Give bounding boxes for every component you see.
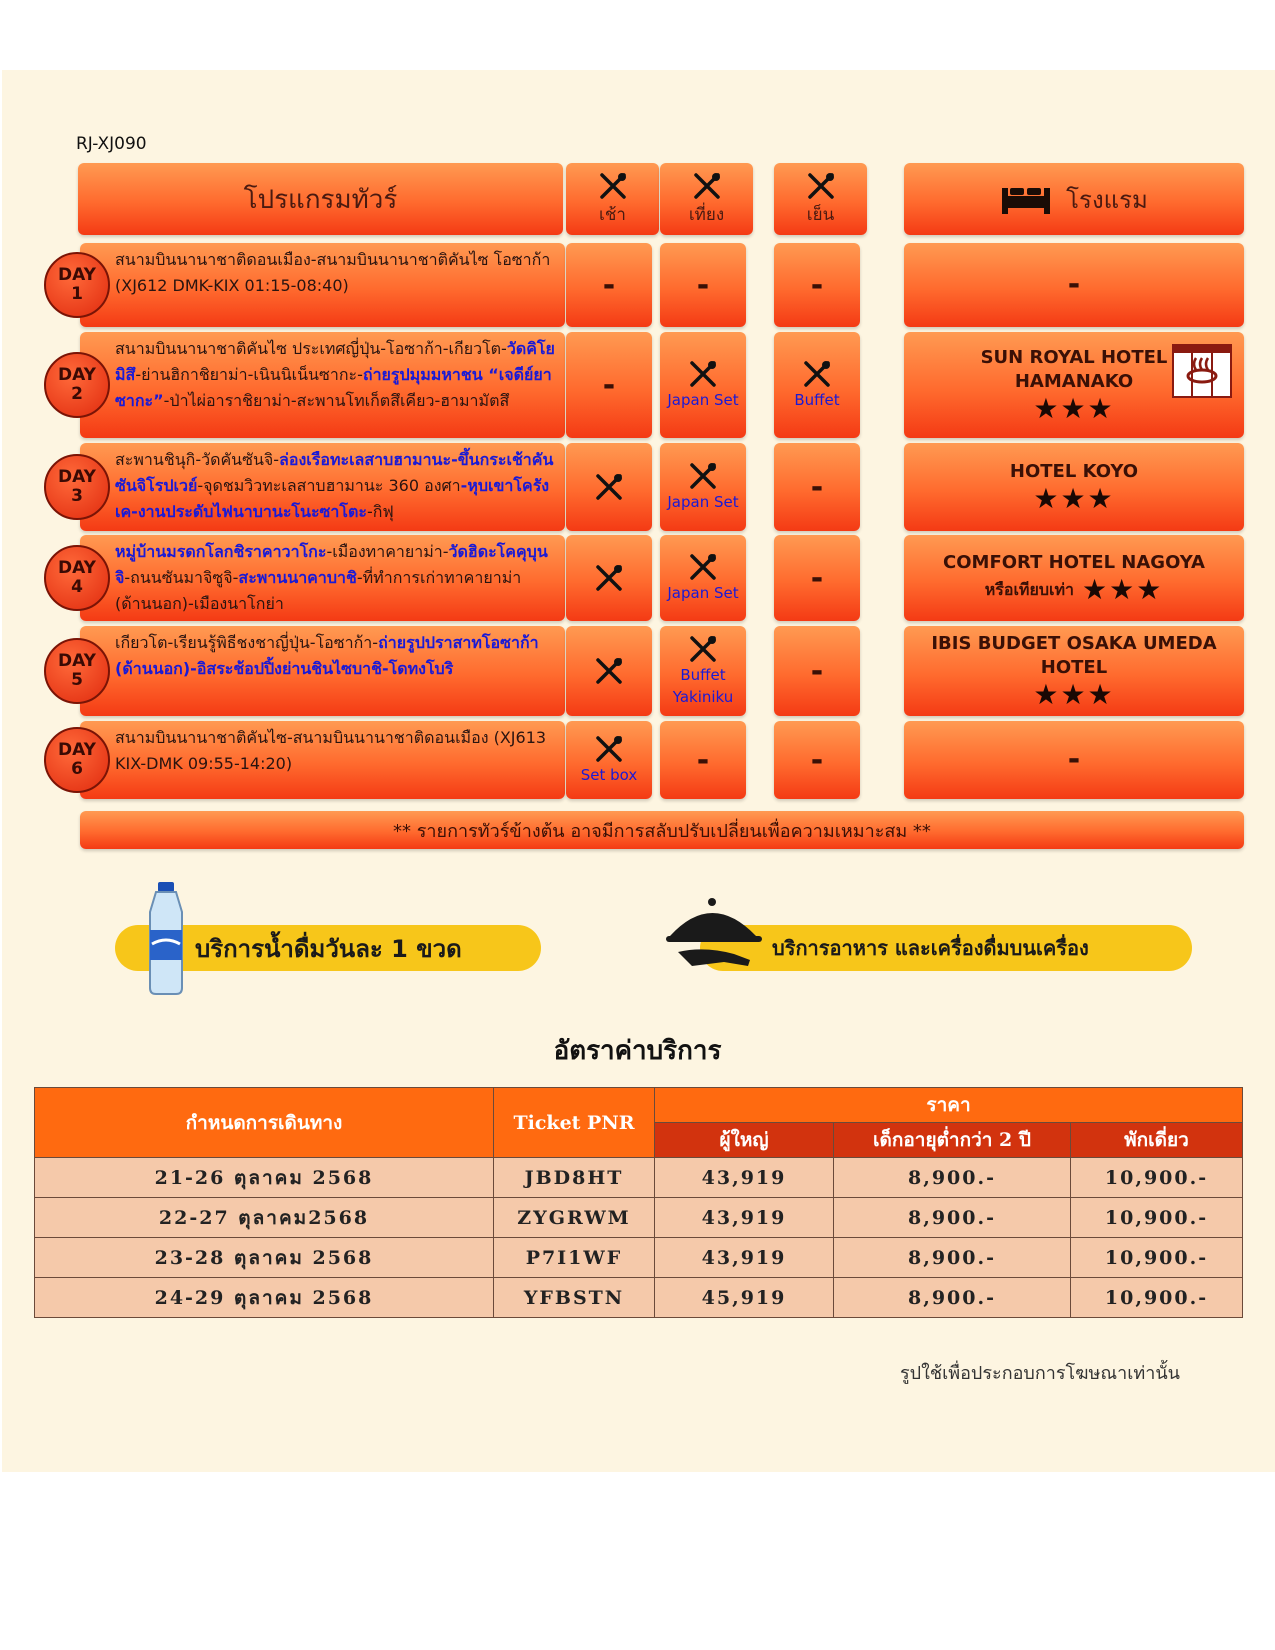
- day-itinerary: [80, 332, 565, 438]
- meal-breakfast: [566, 535, 652, 621]
- meal-lunch: [660, 243, 746, 327]
- rate-pnr: P7I1WF: [494, 1238, 655, 1278]
- rate-adult: 43,919: [655, 1238, 834, 1278]
- meal-none: -: [602, 267, 616, 303]
- meal-none: -: [602, 367, 616, 403]
- rate-child: 8,900.-: [834, 1198, 1071, 1238]
- day-badge-word: DAY: [58, 558, 96, 578]
- table-row: [35, 1238, 1243, 1278]
- day-badge-number: 2: [71, 384, 83, 404]
- header-hotel: [904, 163, 1244, 235]
- rate-single: 10,900.-: [1071, 1278, 1243, 1318]
- hotel-equivalent: หรือเทียบเท่า: [984, 580, 1074, 599]
- day-badge: [44, 252, 110, 318]
- table-row: [35, 1198, 1243, 1238]
- meal-lunch: [660, 721, 746, 799]
- day-itinerary: [80, 626, 565, 716]
- itinerary-highlight: ถ่ายรูปปราสาทโอซาก้า (ด้านนอก)-อิสระช้อปปิ้งย่านชินไซบาชิ-โดทงโบริ: [115, 633, 539, 678]
- utensils-icon: [688, 359, 718, 389]
- hotel-cell: [904, 626, 1244, 716]
- itinerary-highlight: วัดฮิดะโคคุบุนจิ: [115, 542, 548, 587]
- meal-breakfast: [566, 243, 652, 327]
- day-badge: [44, 727, 110, 793]
- rate-single: 10,900.-: [1071, 1158, 1243, 1198]
- meal-lunch: [660, 443, 746, 531]
- itinerary-text: -ป่าไผ่อาราชิยาม่า-สะพานโทเก็ตสึเคียว-ฮามามัตสึ: [163, 391, 510, 410]
- hotel-stars: ★★★: [1033, 678, 1115, 711]
- col-pnr: Ticket PNR: [494, 1088, 655, 1158]
- hotel-stars: ★★★: [1033, 482, 1115, 515]
- meal-lunch: [660, 535, 746, 621]
- utensils-icon: [594, 472, 624, 502]
- meal-none: -: [810, 742, 824, 778]
- hotel-rating-line: [1033, 484, 1114, 514]
- hotel-name: HOTEL KOYO: [1009, 461, 1139, 482]
- rate-single: 10,900.-: [1071, 1198, 1243, 1238]
- day-badge-word: DAY: [58, 365, 96, 385]
- utensils-icon: [598, 171, 628, 201]
- hotel-rating-line: [985, 575, 1164, 605]
- day-badge: [44, 454, 110, 520]
- day-itinerary: [80, 443, 565, 531]
- meal-breakfast: [566, 721, 652, 799]
- rate-child: 8,900.-: [834, 1158, 1071, 1198]
- rate-pnr: JBD8HT: [494, 1158, 655, 1198]
- meal-dinner: [774, 535, 860, 621]
- day-itinerary: [80, 535, 565, 621]
- hotel-rating-line: [1033, 680, 1114, 710]
- col-price: ราคา: [655, 1088, 1243, 1123]
- hotel-name: COMFORT HOTEL NAGOYA: [943, 552, 1205, 573]
- itinerary-text: -ที่ทำการเก่าทาคายาม่า (ด้านนอก)-เมืองนาโกย่า: [115, 568, 522, 613]
- meal-none: -: [810, 469, 824, 505]
- itinerary-note-text: ** รายการทัวร์ข้างต้น อาจมีการสลับปรับเปลี่ยนเพื่อความเหมาะสม **: [393, 820, 931, 842]
- header-dinner-label: เย็น: [806, 204, 835, 225]
- day-badge: [44, 638, 110, 704]
- rate-adult: 43,919: [655, 1158, 834, 1198]
- utensils-icon: [806, 171, 836, 201]
- rate-table: [34, 1087, 1243, 1318]
- disclaimer: รูปใช้เพื่อประกอบการโฆษณาเท่านั้น: [900, 1363, 1180, 1384]
- water-banner-label: บริการน้ำดื่มวันละ 1 ขวด: [195, 934, 462, 963]
- hotel-stars: ★★★: [1081, 573, 1164, 606]
- rate-title: อัตราค่าบริการ: [553, 1036, 722, 1066]
- meal-dinner: [774, 243, 860, 327]
- rate-single: 10,900.-: [1071, 1238, 1243, 1278]
- utensils-icon: [594, 656, 624, 686]
- itinerary-highlight: ล่องเรือทะเลสาบฮามานะ-: [279, 450, 458, 469]
- meal-banner-label: บริการอาหาร และเครื่องดื่มบนเครื่อง: [772, 936, 1089, 960]
- col-adult: ผู้ใหญ่: [655, 1123, 834, 1158]
- meal-breakfast: [566, 332, 652, 438]
- header-program: [78, 163, 563, 235]
- day-itinerary: [80, 243, 565, 327]
- hotel-cell: [904, 332, 1244, 438]
- utensils-icon: [688, 552, 718, 582]
- rate-date: 22-27 ตุลาคม2568: [35, 1198, 494, 1238]
- header-program-label: โปรแกรมทัวร์: [243, 184, 398, 215]
- utensils-icon: [802, 359, 832, 389]
- itinerary-text: -ถนนซันมาจิซูจิ-: [124, 568, 239, 587]
- meal-dinner: [774, 721, 860, 799]
- utensils-icon: [594, 563, 624, 593]
- rate-adult: 45,919: [655, 1278, 834, 1318]
- hotel-none: -: [1067, 267, 1081, 302]
- utensils-icon: [594, 734, 624, 764]
- day-badge: [44, 545, 110, 611]
- hotel-cell: [904, 535, 1244, 621]
- itinerary-highlight: ขึ้นกระเช้าคันซันจิโรปเวย์: [115, 450, 554, 495]
- itinerary-note: [80, 811, 1244, 849]
- itinerary-highlight: ถ่ายรูปมุมมหาชน “เจดีย์ยาซากะ”: [115, 365, 552, 410]
- meal-lunch: [660, 332, 746, 438]
- rate-date: 23-28 ตุลาคม 2568: [35, 1238, 494, 1278]
- rate-child: 8,900.-: [834, 1238, 1071, 1278]
- meal-breakfast: [566, 626, 652, 716]
- utensils-icon: [688, 461, 718, 491]
- meal-label: Japan Set: [667, 493, 739, 511]
- day-badge-word: DAY: [58, 467, 96, 487]
- day-itinerary: [80, 721, 565, 799]
- itinerary-highlight: หมู่บ้านมรดกโลกชิราคาวาโกะ: [115, 542, 327, 561]
- day-badge-word: DAY: [58, 265, 96, 285]
- itinerary-highlight: วัดคิโยมิสึ: [115, 339, 555, 384]
- meal-none: -: [810, 653, 824, 689]
- col-child: เด็กอายุต่ำกว่า 2 ปี: [834, 1123, 1071, 1158]
- meal-none: -: [696, 267, 710, 303]
- meal-banner: [700, 925, 1192, 971]
- itinerary-text: -เมืองทาคายาม่า-: [326, 542, 449, 561]
- itinerary-text: สนามบินนานาชาติคันไซ ประเทศญี่ปุ่น-โอซาก้า-เกียวโต-: [115, 339, 507, 358]
- rate-pnr: YFBSTN: [494, 1278, 655, 1318]
- hotel-rating-line: [1033, 394, 1114, 424]
- meal-dinner: [774, 443, 860, 531]
- program-code: RJ-XJ090: [76, 134, 147, 154]
- rate-table-body: [35, 1158, 1243, 1318]
- hotel-none: -: [1067, 742, 1081, 777]
- itinerary-text: -กิฟุ: [366, 502, 394, 521]
- rate-pnr: ZYGRWM: [494, 1198, 655, 1238]
- utensils-icon: [688, 634, 718, 664]
- meal-breakfast: [566, 443, 652, 531]
- day-badge-number: 5: [71, 670, 83, 690]
- meal-label: Buffet Yakiniku: [672, 666, 734, 706]
- day-badge-number: 4: [71, 577, 83, 597]
- meal-dinner: [774, 626, 860, 716]
- meal-lunch: [660, 626, 746, 716]
- meal-label: Buffet: [794, 391, 840, 409]
- itinerary-text: -ย่านฮิกาชิยาม่า-เนินนิเน็นซากะ-: [135, 365, 363, 384]
- day-badge-number: 3: [71, 486, 83, 506]
- hotel-cell: [904, 443, 1244, 531]
- day-badge-number: 6: [71, 759, 83, 779]
- bed-icon: [1000, 182, 1052, 216]
- meal-banner-pill: [700, 925, 1192, 971]
- meal-none: -: [696, 742, 710, 778]
- hotel-cell: [904, 721, 1244, 799]
- header-breakfast: [566, 163, 659, 235]
- header-dinner: [774, 163, 867, 235]
- rate-date: 24-29 ตุลาคม 2568: [35, 1278, 494, 1318]
- itinerary-text: สนามบินนานาชาติดอนเมือง-สนามบินนานาชาติคันไซ โอซาก้า (XJ612 DMK-KIX 01:15-08:40): [115, 250, 551, 295]
- hotel-name: IBIS BUDGET OSAKA UMEDA HOTEL: [931, 633, 1217, 678]
- utensils-icon: [692, 171, 722, 201]
- itinerary-highlight: สะพานนาคาบาชิ: [238, 568, 357, 587]
- day-badge: [44, 352, 110, 418]
- day-badge-number: 1: [71, 284, 83, 304]
- rate-date: 21-26 ตุลาคม 2568: [35, 1158, 494, 1198]
- meal-label: Japan Set: [667, 584, 739, 602]
- rate-child: 8,900.-: [834, 1278, 1071, 1318]
- meal-label: Set box: [580, 766, 638, 784]
- itinerary-text: สะพานชินุกิ-วัดคันซันจิ-: [115, 450, 280, 469]
- header-lunch-label: เที่ยง: [688, 204, 725, 225]
- meal-label: Japan Set: [667, 391, 739, 409]
- hotel-stars: ★★★: [1033, 392, 1115, 425]
- rate-adult: 43,919: [655, 1198, 834, 1238]
- meal-dinner: [774, 332, 860, 438]
- day-badge-word: DAY: [58, 651, 96, 671]
- itinerary-text: -จุดชมวิวทะเลสาบฮามานะ 360 องศา: [197, 476, 461, 495]
- hotel-name: SUN ROYAL HOTEL HAMANAKO: [980, 347, 1168, 392]
- water-bottle-icon: [138, 882, 194, 996]
- meal-none: -: [810, 267, 824, 303]
- day-badge-word: DAY: [58, 740, 96, 760]
- header-lunch: [660, 163, 753, 235]
- itinerary-highlight: -หุบเขาโครังเค-งานประดับไฟนาบานะโนะซาโตะ: [115, 476, 550, 521]
- itinerary-text: เกียวโต-เรียนรู้พิธีชงชาญี่ปุ่น-โอซาก้า-: [115, 633, 379, 652]
- onsen-icon: [1172, 344, 1232, 398]
- meal-none: -: [810, 560, 824, 596]
- food-cloche-icon: [664, 896, 764, 976]
- col-single: พักเดี่ยว: [1071, 1123, 1243, 1158]
- header-breakfast-label: เช้า: [599, 204, 626, 225]
- header-hotel-label: โรงแรม: [1066, 185, 1148, 214]
- itinerary-text: สนามบินนานาชาติคันไซ-สนามบินนานาชาติดอนเมือง (XJ613 KIX-DMK 09:55-14:20): [115, 728, 547, 773]
- hotel-cell: [904, 243, 1244, 327]
- col-travel: กำหนดการเดินทาง: [35, 1088, 494, 1158]
- table-row: [35, 1158, 1243, 1198]
- table-row: [35, 1278, 1243, 1318]
